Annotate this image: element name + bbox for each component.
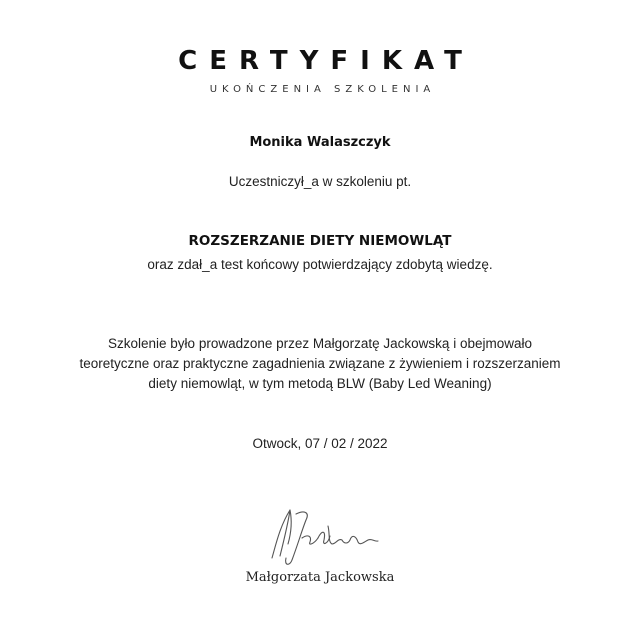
signer-name: Małgorzata Jackowska xyxy=(245,570,395,585)
description-line: teoretyczne oraz praktyczne zagadnienia związane z żywieniem i rozszerzaniem xyxy=(79,356,561,371)
participated-text: Uczestniczył_a w szkoleniu pt. xyxy=(228,174,412,189)
description-line: Szkolenie było prowadzone przez Małgorzatę Jackowską i obejmowało xyxy=(108,336,532,351)
participant-name: Monika Walaszczyk xyxy=(249,135,391,150)
course-description xyxy=(60,334,580,394)
passed-text: oraz zdał_a test końcowy potwierdzający zdobytą wiedzę. xyxy=(147,257,493,272)
certificate-subtitle: UKOŃCZENIA SZKOLENIA xyxy=(209,84,436,95)
description-line: diety niemowląt, w tym metodą BLW (Baby Led Weaning) xyxy=(148,376,492,391)
course-title: ROZSZERZANIE DIETY NIEMOWLĄT xyxy=(188,233,452,249)
handwritten-signature xyxy=(262,500,382,570)
place-and-date: Otwock, 07 / 02 / 2022 xyxy=(252,436,388,451)
certificate-title: CERTYFIKAT xyxy=(178,46,474,76)
